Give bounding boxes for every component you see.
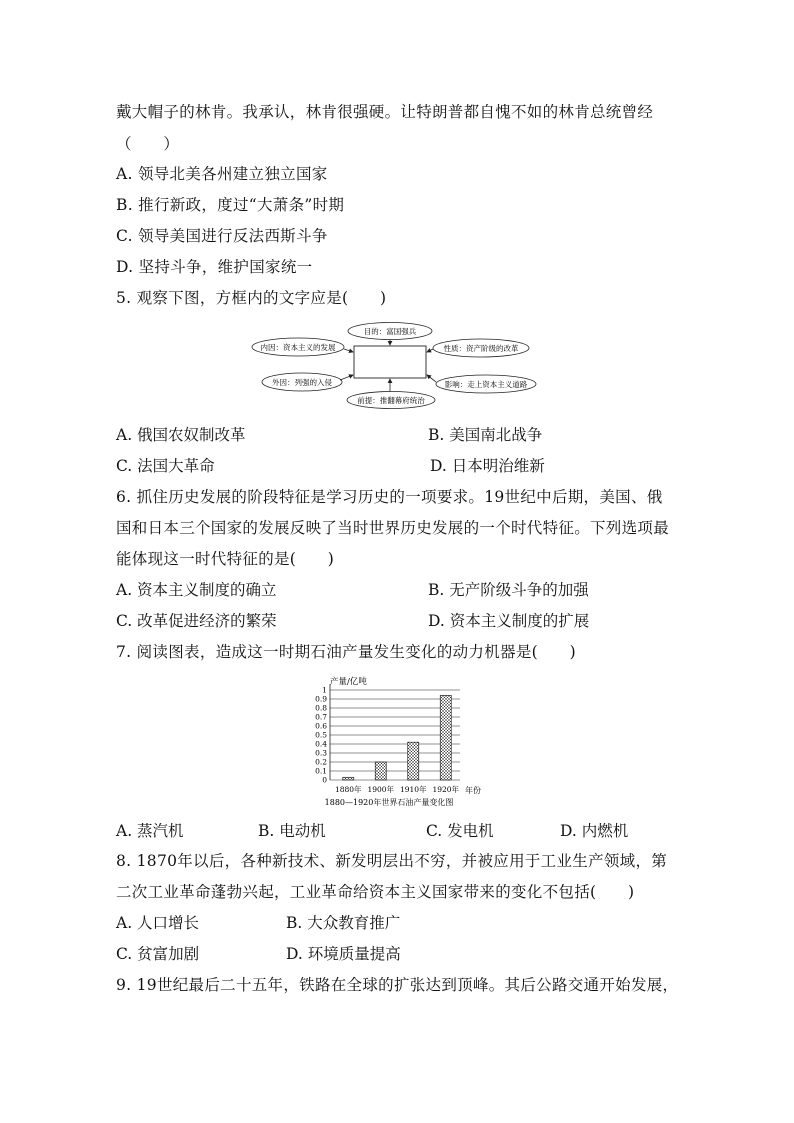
- q6-stem-3: 能体现这一时代特征的是( ): [116, 550, 335, 568]
- y-tick-label: 0: [322, 775, 327, 785]
- q6-stem-1: 6. 抓住历史发展的阶段特征是学习历史的一项要求。19世纪中后期，美国、俄: [116, 488, 663, 506]
- bar-1880年: [343, 777, 354, 780]
- label-left-bottom: 外因：列强的入侵: [272, 378, 332, 387]
- y-axis-label: 产量/亿吨: [330, 677, 367, 687]
- label-top: 目的：富国强兵: [363, 327, 417, 336]
- q4-option-d: D. 坚持斗争，维护国家统一: [116, 258, 313, 276]
- y-tick-label: 0.6: [315, 721, 327, 731]
- y-tick-label: 0.2: [315, 757, 327, 767]
- bar-1900年: [375, 762, 386, 780]
- q8-option-c: C. 贫富加剧: [116, 945, 200, 963]
- label-right-top: 性质：资产阶级的改革: [443, 344, 519, 353]
- q8-stem-1: 8. 1870年以后，各种新技术、新发明层出不穷，并被应用于工业生产领域，第: [116, 852, 668, 870]
- q5-option-c: C. 法国大革命: [116, 457, 215, 475]
- y-tick-label: 0.1: [315, 766, 327, 776]
- q8-option-d: D. 环境质量提高: [286, 945, 401, 963]
- x-axis-label: 年份: [465, 786, 481, 795]
- q6-stem-2: 国和日本三个国家的发展反映了当时世界历史发展的一个时代特征。下列选项最: [116, 519, 670, 537]
- q5-option-b: B. 美国南北战争: [428, 426, 543, 444]
- q6-option-a: A. 资本主义制度的确立: [116, 581, 277, 599]
- q4-option-b: B. 推行新政，度过“大萧条”时期: [116, 196, 345, 214]
- q7-stem: 7. 阅读图表，造成这一时期石油产量发生变化的动力机器是( ): [116, 643, 576, 661]
- q5-option-a: A. 俄国农奴制改革: [116, 426, 246, 444]
- label-bottom: 前提：推翻幕府统治: [357, 396, 425, 405]
- q7-option-d: D. 内燃机: [560, 822, 629, 840]
- x-tick-label: 1900年: [367, 785, 395, 794]
- q7-option-a: A. 蒸汽机: [116, 822, 184, 840]
- y-tick-label: 0.9: [315, 694, 327, 704]
- q7-option-c: C. 发电机: [426, 822, 494, 840]
- chart-title: 1880—1920年世界石油产量变化图: [324, 798, 454, 807]
- y-tick-label: 0.7: [315, 712, 327, 722]
- q8-option-a: A. 人口增长: [116, 914, 200, 932]
- q5-option-d: D. 日本明治维新: [430, 457, 545, 475]
- q9-stem-1: 9. 19世纪最后二十五年，铁路在全球的扩张达到顶峰。其后公路交通开始发展，: [116, 976, 679, 994]
- label-right-bottom: 影响：走上资本主义道路: [444, 380, 528, 389]
- q8-stem-2: 二次工业革命蓬勃兴起，工业革命给资本主义国家带来的变化不包括( ): [116, 883, 635, 901]
- y-tick-label: 1: [322, 685, 327, 695]
- y-tick-label: 0.8: [315, 703, 327, 713]
- y-tick-label: 0.4: [315, 739, 327, 749]
- bar-1920年: [440, 695, 451, 780]
- label-left-top: 内因：资本主义的发展: [260, 343, 336, 352]
- q4-option-c: C. 领导美国进行反法西斯斗争: [116, 227, 328, 245]
- central-blank-box: [354, 346, 426, 378]
- x-tick-label: 1910年: [399, 785, 427, 794]
- q4-option-a: A. 领导北美各州建立独立国家: [116, 165, 328, 183]
- intro-line-1: 戴大帽子的林肯。我承认，林肯很强硬。让特朗普都自愧不如的林肯总统曾经: [116, 103, 654, 121]
- q6-option-c: C. 改革促进经济的繁荣: [116, 612, 277, 630]
- q8-option-b: B. 大众教育推广: [286, 914, 401, 932]
- y-tick-label: 0.5: [315, 730, 327, 740]
- q7-option-b: B. 电动机: [258, 822, 326, 840]
- answer-blank: （ ）: [116, 135, 180, 153]
- q6-option-b: B. 无产阶级斗争的加强: [428, 581, 589, 599]
- y-tick-label: 0.3: [315, 748, 327, 758]
- meiji-diagram: [250, 320, 550, 410]
- bar-1910年: [408, 742, 419, 780]
- x-tick-label: 1880年: [334, 785, 362, 794]
- x-tick-label: 1920年: [432, 785, 460, 794]
- q6-option-d: D. 资本主义制度的扩展: [428, 612, 590, 630]
- oil-production-chart: [305, 672, 495, 812]
- q5-stem: 5. 观察下图，方框内的文字应是( ): [116, 289, 387, 307]
